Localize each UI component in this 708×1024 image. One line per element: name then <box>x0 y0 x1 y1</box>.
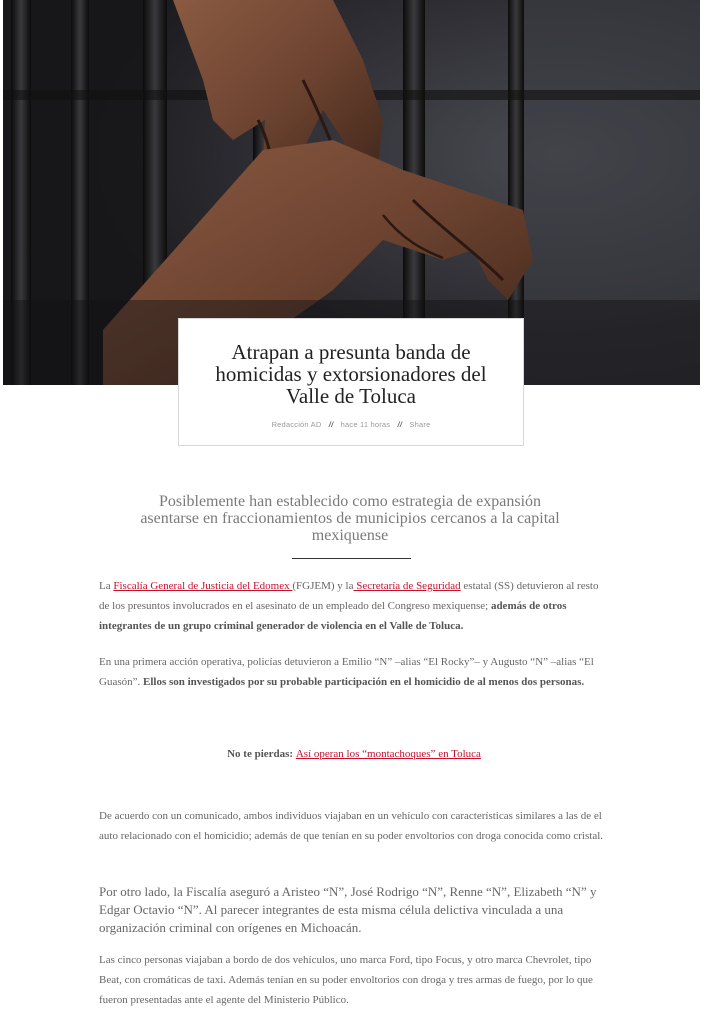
paragraph-2: En una primera acción operativa, policías detuvieron a Emilio “N” –alias “El Rocky”– y Augusto “N” –alias “El Guasón”. Ellos son investigados por su probable participación en el homicidio de al menos dos personas. <box>99 656 594 688</box>
meta-separator: // <box>328 420 334 429</box>
related-note: No te pierdas: Así operan los “montachoques” en Toluca <box>227 748 481 760</box>
paragraph-5: Las cinco personas viajaban a bordo de dos vehículos, uno marca Ford, tipo Focus, y otro marca Chevrolet, tipo Beat, con cromáticas de taxi. Además tenían en su poder envoltorios con droga y tres armas de fuego, por lo que fueron presentadas ante el agente del Ministerio Público. <box>99 954 593 1006</box>
fgjem-link[interactable]: Fiscalía General de Justicia del Edomex <box>113 580 293 592</box>
author-link[interactable]: Redacción AD <box>271 420 322 429</box>
share-button[interactable]: Share <box>409 420 431 429</box>
article-meta <box>179 420 523 429</box>
paragraph-3: De acuerdo con un comunicado, ambos individuos viajaban en un vehículo con características similares a las de el auto relacionado con el homicidio; además de que tenían en su poder envoltorios con droga conocida como cristal. <box>99 810 604 842</box>
paragraph-1: La Fiscalía General de Justicia del Edomex (FGJEM) y la Secretaría de Seguridad estatal (SS) detuvieron al resto de los presuntos involucrados en el asesinato de un empleado del Congreso mexiquense; además de otros integrantes de un grupo criminal generador de violencia en el Valle de Toluca. <box>99 580 599 632</box>
related-article-link[interactable]: Así operan los “montachoques” en Toluca <box>295 748 481 760</box>
article-subtitle: Posiblemente han establecido como estrategia de expansión asentarse en fraccionamientos de municipios cercanos a la capital mexiquense <box>140 493 560 544</box>
divider <box>292 558 411 559</box>
publish-time: hace 11 horas <box>340 420 391 429</box>
meta-separator: // <box>397 420 403 429</box>
secretaria-seguridad-link[interactable]: Secretaría de Seguridad <box>353 580 461 592</box>
article-title: Atrapan a presunta banda de homicidas y extorsionadores del Valle de Toluca <box>215 340 487 408</box>
paragraph-4: Por otro lado, la Fiscalía aseguró a Aristeo “N”, José Rodrigo “N”, Renne “N”, Elizabeth “N” y Edgar Octavio “N”. Al parecer integrantes de esta misma célula delictiva vinculada a una organización criminal con orígenes en Michoacán. <box>99 884 597 935</box>
article-header-card <box>178 318 524 446</box>
